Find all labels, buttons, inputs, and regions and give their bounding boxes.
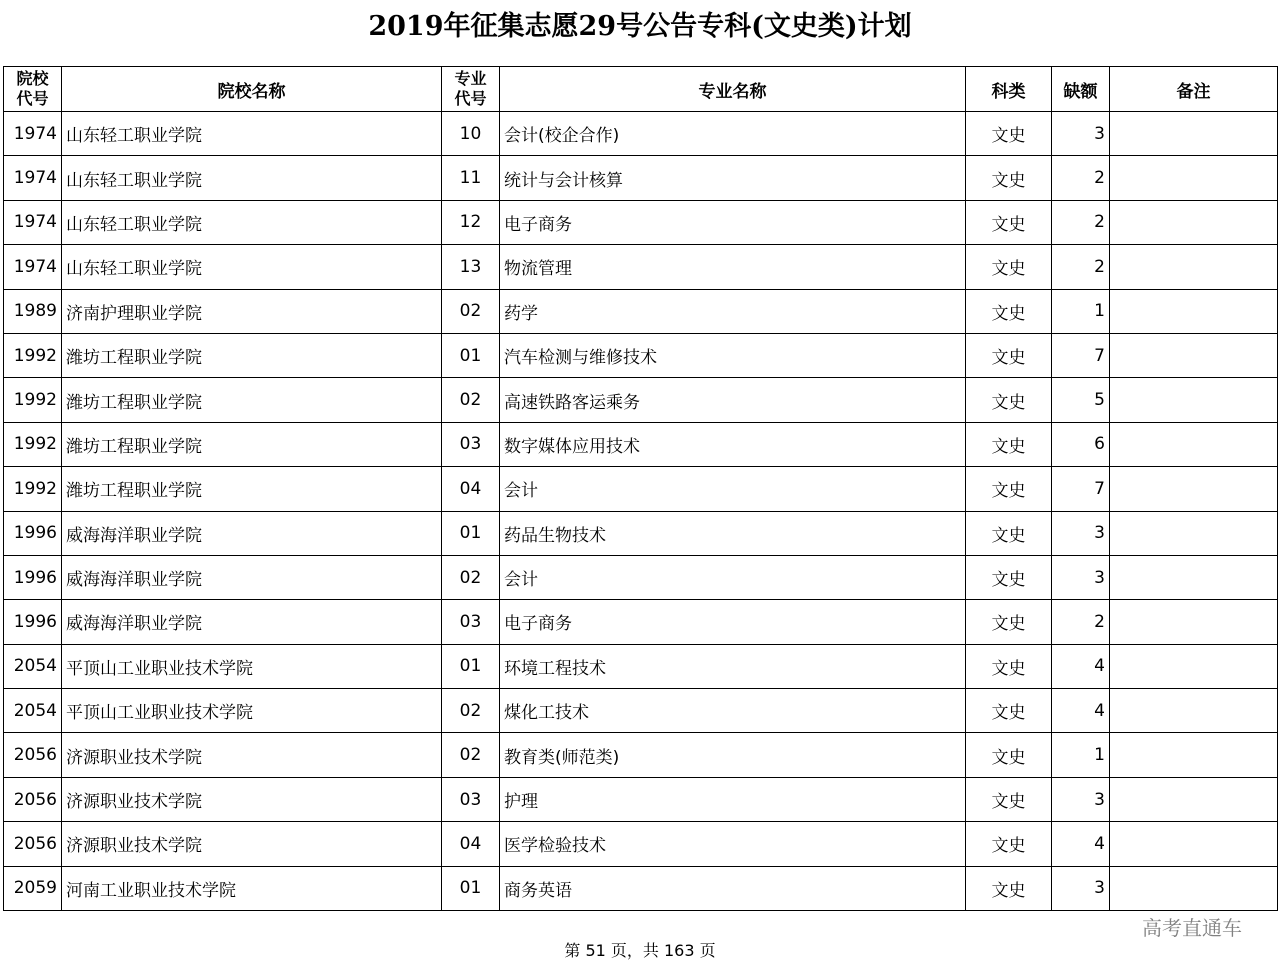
cell-quota: 7 <box>1052 467 1110 511</box>
cell-notes <box>1110 333 1278 377</box>
plan-table <box>3 66 1278 911</box>
cell-major-code: 13 <box>442 245 500 289</box>
table-row <box>4 600 1278 644</box>
cell-school-name: 潍坊工程职业学院 <box>62 378 442 422</box>
cell-major-name: 药学 <box>500 289 966 333</box>
cell-major-code: 03 <box>442 777 500 821</box>
cell-school-code: 1992 <box>4 422 62 466</box>
watermark: 高考直通车 <box>1142 916 1242 940</box>
cell-notes <box>1110 422 1278 466</box>
cell-notes <box>1110 156 1278 200</box>
cell-school-name: 平顶山工业职业技术学院 <box>62 644 442 688</box>
cell-major-code: 01 <box>442 511 500 555</box>
cell-quota: 4 <box>1052 822 1110 866</box>
cell-notes <box>1110 289 1278 333</box>
cell-major-code: 03 <box>442 422 500 466</box>
cell-category: 文史 <box>966 467 1052 511</box>
cell-major-code: 01 <box>442 644 500 688</box>
cell-school-code: 1974 <box>4 112 62 156</box>
table-row <box>4 689 1278 733</box>
cell-notes <box>1110 555 1278 599</box>
cell-major-code: 01 <box>442 333 500 377</box>
cell-school-code: 1974 <box>4 245 62 289</box>
cell-school-name: 潍坊工程职业学院 <box>62 467 442 511</box>
cell-major-code: 02 <box>442 289 500 333</box>
cell-major-name: 护理 <box>500 777 966 821</box>
cell-school-name: 威海海洋职业学院 <box>62 511 442 555</box>
cell-notes <box>1110 467 1278 511</box>
table-row <box>4 333 1278 377</box>
cell-major-name: 煤化工技术 <box>500 689 966 733</box>
cell-quota: 1 <box>1052 733 1110 777</box>
cell-category: 文史 <box>966 333 1052 377</box>
cell-school-name: 河南工业职业技术学院 <box>62 866 442 910</box>
cell-major-name: 统计与会计核算 <box>500 156 966 200</box>
table-row <box>4 733 1278 777</box>
cell-major-name: 会计 <box>500 467 966 511</box>
cell-quota: 6 <box>1052 422 1110 466</box>
header-school-code: 院校 代号 <box>4 67 62 112</box>
cell-major-name: 电子商务 <box>500 600 966 644</box>
cell-school-name: 潍坊工程职业学院 <box>62 333 442 377</box>
cell-school-code: 1989 <box>4 289 62 333</box>
cell-school-name: 山东轻工职业学院 <box>62 200 442 244</box>
cell-quota: 3 <box>1052 511 1110 555</box>
cell-school-code: 2056 <box>4 733 62 777</box>
table-row <box>4 156 1278 200</box>
cell-major-name: 会计(校企合作) <box>500 112 966 156</box>
cell-notes <box>1110 200 1278 244</box>
cell-quota: 2 <box>1052 156 1110 200</box>
table-row <box>4 866 1278 910</box>
cell-school-code: 1974 <box>4 156 62 200</box>
cell-major-name: 商务英语 <box>500 866 966 910</box>
cell-major-name: 医学检验技术 <box>500 822 966 866</box>
cell-category: 文史 <box>966 156 1052 200</box>
table-row <box>4 822 1278 866</box>
cell-major-name: 药品生物技术 <box>500 511 966 555</box>
cell-school-name: 济源职业技术学院 <box>62 777 442 821</box>
cell-school-name: 山东轻工职业学院 <box>62 156 442 200</box>
cell-notes <box>1110 378 1278 422</box>
cell-major-name: 物流管理 <box>500 245 966 289</box>
cell-major-code: 04 <box>442 467 500 511</box>
cell-major-name: 数字媒体应用技术 <box>500 422 966 466</box>
header-major-code: 专业 代号 <box>442 67 500 112</box>
page-title: 2019年征集志愿29号公告专科(文史类)计划 <box>368 11 912 42</box>
cell-major-code: 12 <box>442 200 500 244</box>
table-row <box>4 777 1278 821</box>
table-row <box>4 467 1278 511</box>
cell-category: 文史 <box>966 112 1052 156</box>
cell-quota: 4 <box>1052 644 1110 688</box>
cell-category: 文史 <box>966 866 1052 910</box>
cell-major-code: 02 <box>442 733 500 777</box>
header-notes: 备注 <box>1110 67 1278 112</box>
table-row <box>4 200 1278 244</box>
cell-major-code: 03 <box>442 600 500 644</box>
cell-quota: 4 <box>1052 689 1110 733</box>
cell-major-code: 02 <box>442 378 500 422</box>
cell-school-name: 济源职业技术学院 <box>62 822 442 866</box>
table-header-row <box>4 67 1278 112</box>
cell-quota: 7 <box>1052 333 1110 377</box>
cell-school-code: 1992 <box>4 378 62 422</box>
cell-school-name: 山东轻工职业学院 <box>62 112 442 156</box>
cell-category: 文史 <box>966 200 1052 244</box>
cell-category: 文史 <box>966 245 1052 289</box>
cell-category: 文史 <box>966 689 1052 733</box>
cell-category: 文史 <box>966 644 1052 688</box>
cell-category: 文史 <box>966 555 1052 599</box>
cell-major-name: 教育类(师范类) <box>500 733 966 777</box>
cell-major-name: 电子商务 <box>500 200 966 244</box>
table-row <box>4 422 1278 466</box>
cell-school-code: 1992 <box>4 467 62 511</box>
cell-school-name: 平顶山工业职业技术学院 <box>62 689 442 733</box>
cell-notes <box>1110 777 1278 821</box>
cell-category: 文史 <box>966 378 1052 422</box>
cell-major-code: 11 <box>442 156 500 200</box>
cell-school-code: 1996 <box>4 511 62 555</box>
cell-notes <box>1110 112 1278 156</box>
header-quota: 缺额 <box>1052 67 1110 112</box>
cell-major-code: 10 <box>442 112 500 156</box>
cell-major-name: 环境工程技术 <box>500 644 966 688</box>
cell-notes <box>1110 644 1278 688</box>
table-row <box>4 555 1278 599</box>
cell-notes <box>1110 245 1278 289</box>
cell-major-name: 高速铁路客运乘务 <box>500 378 966 422</box>
cell-category: 文史 <box>966 289 1052 333</box>
table-row <box>4 289 1278 333</box>
table-row <box>4 644 1278 688</box>
cell-quota: 2 <box>1052 600 1110 644</box>
table-row <box>4 511 1278 555</box>
cell-category: 文史 <box>966 733 1052 777</box>
cell-major-code: 04 <box>442 822 500 866</box>
table-row <box>4 112 1278 156</box>
cell-category: 文史 <box>966 511 1052 555</box>
header-school-name: 院校名称 <box>62 67 442 112</box>
cell-quota: 3 <box>1052 555 1110 599</box>
cell-category: 文史 <box>966 600 1052 644</box>
cell-school-code: 1996 <box>4 600 62 644</box>
cell-quota: 3 <box>1052 112 1110 156</box>
cell-school-name: 潍坊工程职业学院 <box>62 422 442 466</box>
cell-quota: 3 <box>1052 777 1110 821</box>
cell-school-name: 济南护理职业学院 <box>62 289 442 333</box>
cell-school-code: 2054 <box>4 689 62 733</box>
cell-school-code: 1974 <box>4 200 62 244</box>
cell-notes <box>1110 689 1278 733</box>
cell-notes <box>1110 866 1278 910</box>
cell-school-code: 2056 <box>4 777 62 821</box>
cell-major-code: 01 <box>442 866 500 910</box>
table-body <box>4 112 1278 911</box>
table-row <box>4 245 1278 289</box>
cell-school-code: 2054 <box>4 644 62 688</box>
header-major-name: 专业名称 <box>500 67 966 112</box>
cell-major-code: 02 <box>442 555 500 599</box>
cell-notes <box>1110 511 1278 555</box>
cell-notes <box>1110 600 1278 644</box>
page-footer: 第 51 页，共 163 页 <box>564 941 716 960</box>
cell-quota: 3 <box>1052 866 1110 910</box>
cell-category: 文史 <box>966 822 1052 866</box>
cell-quota: 2 <box>1052 245 1110 289</box>
cell-school-code: 2056 <box>4 822 62 866</box>
cell-school-name: 威海海洋职业学院 <box>62 600 442 644</box>
cell-school-code: 1996 <box>4 555 62 599</box>
cell-category: 文史 <box>966 777 1052 821</box>
cell-school-name: 济源职业技术学院 <box>62 733 442 777</box>
cell-school-name: 威海海洋职业学院 <box>62 555 442 599</box>
cell-notes <box>1110 733 1278 777</box>
cell-school-code: 1992 <box>4 333 62 377</box>
cell-quota: 5 <box>1052 378 1110 422</box>
cell-major-name: 会计 <box>500 555 966 599</box>
cell-major-name: 汽车检测与维修技术 <box>500 333 966 377</box>
cell-quota: 1 <box>1052 289 1110 333</box>
table-row <box>4 378 1278 422</box>
cell-school-code: 2059 <box>4 866 62 910</box>
cell-major-code: 02 <box>442 689 500 733</box>
cell-quota: 2 <box>1052 200 1110 244</box>
cell-school-name: 山东轻工职业学院 <box>62 245 442 289</box>
cell-category: 文史 <box>966 422 1052 466</box>
header-category: 科类 <box>966 67 1052 112</box>
cell-notes <box>1110 822 1278 866</box>
